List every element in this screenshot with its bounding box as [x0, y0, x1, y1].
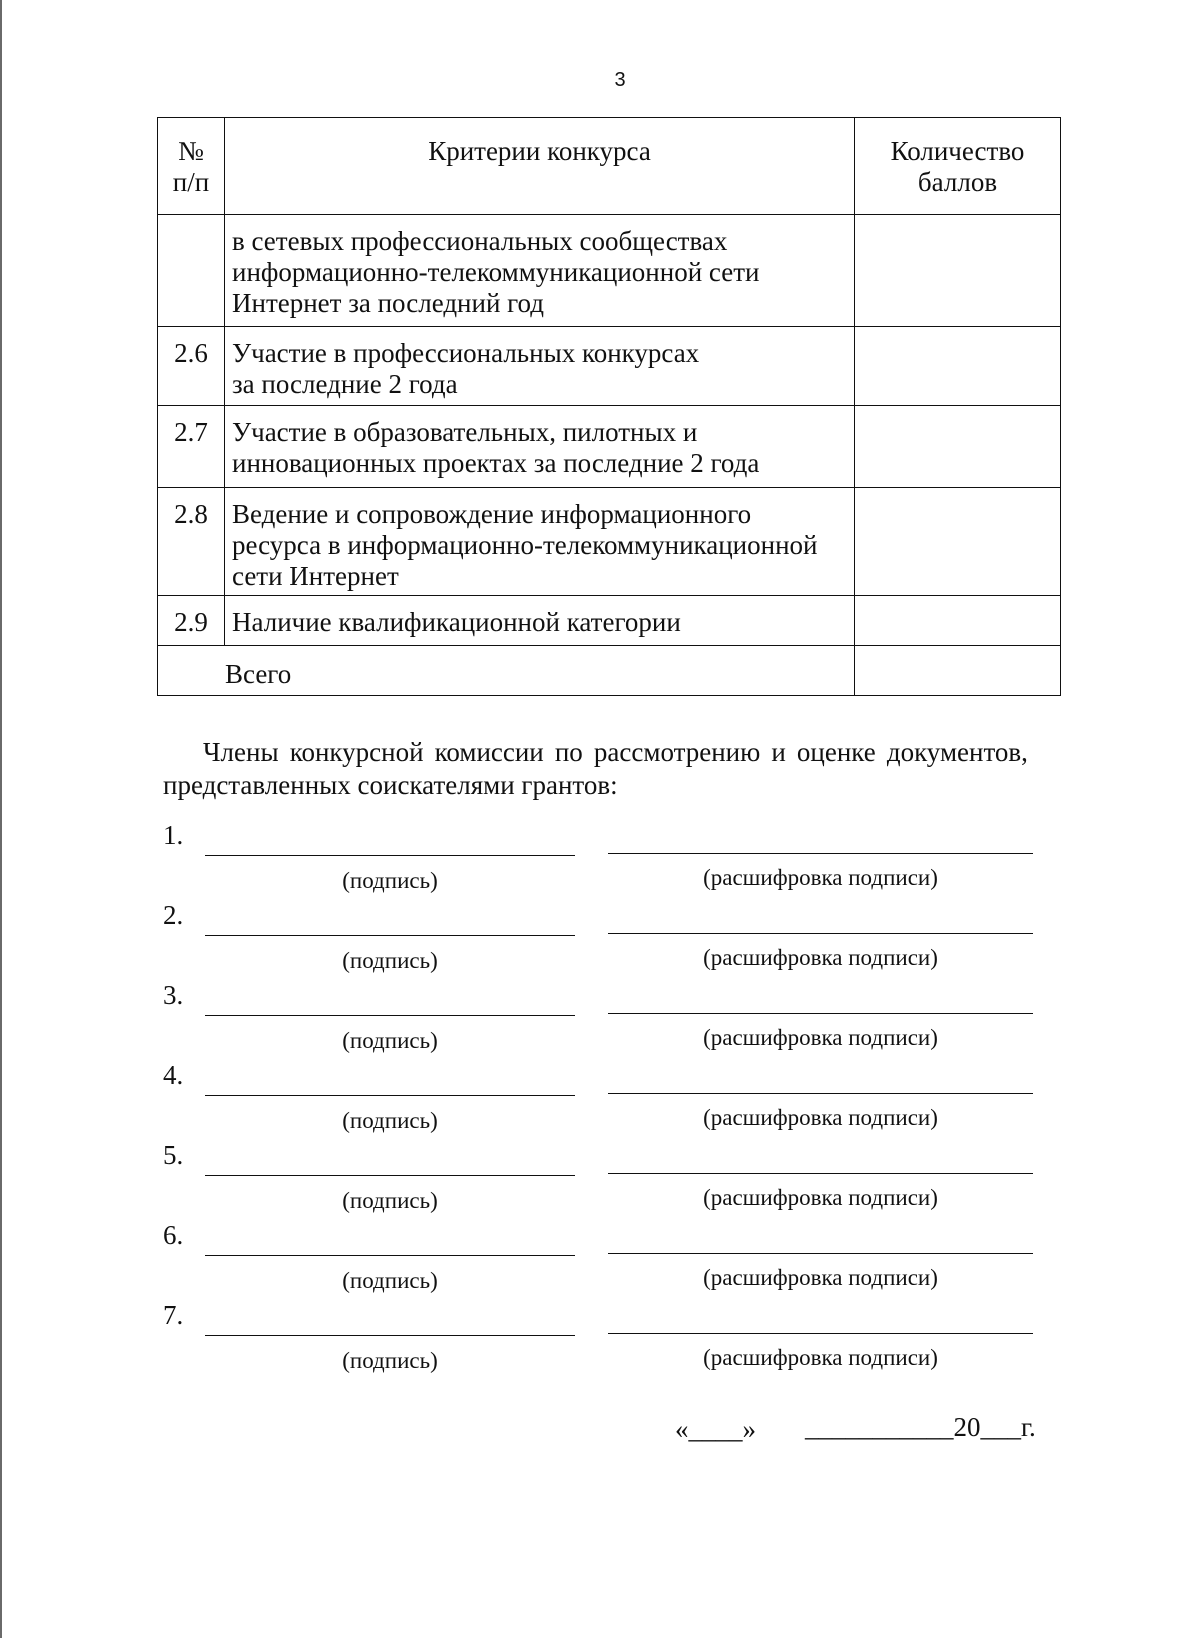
word: рассмотрению: [593, 737, 761, 767]
row-number: 2.9: [158, 596, 225, 646]
name-caption: (расшифровка подписи): [703, 1105, 938, 1130]
signature-caption: (подпись): [342, 1348, 438, 1373]
signature-number: 1.: [163, 820, 184, 850]
scan-edge: [0, 0, 2, 1638]
signature-caption: (подпись): [342, 948, 438, 973]
row-criteria: [225, 488, 855, 596]
total-score-cell: [855, 646, 1061, 696]
row-number: 2.6: [158, 327, 225, 406]
header-criteria: Критерии конкурса: [225, 118, 855, 215]
signature-caption: (подпись): [342, 1188, 438, 1213]
signature-line: [205, 855, 575, 856]
word: комиссии: [434, 737, 544, 767]
criteria-table: [157, 117, 1061, 696]
row-score-cell: [855, 327, 1061, 406]
word: Члены: [203, 737, 279, 767]
name-line: [608, 853, 1033, 854]
criteria-line: в сетевых профессиональных сообществах: [232, 226, 728, 256]
row-number: [158, 215, 225, 327]
signature-caption: (подпись): [342, 1108, 438, 1133]
signature-number: 5.: [163, 1140, 184, 1170]
name-caption: (расшифровка подписи): [703, 1185, 938, 1210]
header-number-line: №: [178, 136, 204, 166]
signature-line: [205, 1335, 575, 1336]
name-caption: (расшифровка подписи): [703, 1025, 938, 1050]
signature-line: [205, 935, 575, 936]
table-row: [158, 596, 1061, 646]
name-caption: (расшифровка подписи): [703, 865, 938, 890]
criteria-line: Ведение и сопровождение информационного: [232, 499, 752, 529]
header-score-line: баллов: [917, 167, 998, 197]
signature-block: [0, 980, 1200, 1060]
date-year: ___________20___г.: [805, 1412, 1036, 1442]
row-score-cell: [855, 596, 1061, 646]
table-row: [158, 327, 1061, 406]
criteria-line: Участие в образовательных, пилотных и: [232, 417, 698, 447]
row-score-cell: [855, 215, 1061, 327]
row-criteria: [225, 215, 855, 327]
name-caption: (расшифровка подписи): [703, 945, 938, 970]
header-score-line: Количество: [890, 136, 1025, 166]
word: и: [771, 737, 786, 767]
name-line: [608, 1013, 1033, 1014]
signature-number: 2.: [163, 900, 184, 930]
signature-block: [0, 820, 1200, 900]
signature-number: 7.: [163, 1300, 184, 1330]
name-line: [608, 1093, 1033, 1094]
table-row: [158, 215, 1061, 327]
signature-caption: (подпись): [342, 868, 438, 893]
total-label: Всего: [158, 646, 855, 696]
row-score-cell: [855, 488, 1061, 596]
name-line: [608, 1173, 1033, 1174]
word: по: [554, 737, 583, 767]
signature-block: [0, 900, 1200, 980]
table-row: [158, 406, 1061, 488]
date-line: [0, 1414, 1200, 1448]
row-number: 2.7: [158, 406, 225, 488]
signature-block: [0, 1060, 1200, 1140]
signature-caption: (подпись): [342, 1028, 438, 1053]
total-row: [158, 646, 1061, 696]
signature-caption: (подпись): [342, 1268, 438, 1293]
header-score: [855, 118, 1061, 215]
name-caption: (расшифровка подписи): [703, 1345, 938, 1370]
name-caption: (расшифровка подписи): [703, 1265, 938, 1290]
row-criteria: [225, 406, 855, 488]
signature-line: [205, 1175, 575, 1176]
signature-number: 4.: [163, 1060, 184, 1090]
criteria-line: ресурса в информационно-телекоммуникационной: [232, 530, 818, 560]
signature-block: [0, 1300, 1200, 1380]
criteria-line: инновационных проектах за последние 2 года: [232, 448, 760, 478]
name-line: [608, 1333, 1033, 1334]
signature-block: [0, 1220, 1200, 1300]
criteria-line: сети Интернет: [232, 561, 399, 591]
row-number: 2.8: [158, 488, 225, 596]
signature-number: 6.: [163, 1220, 184, 1250]
row-score-cell: [855, 406, 1061, 488]
criteria-line: Участие в профессиональных конкурсах: [232, 338, 700, 368]
commission-line: [203, 736, 1028, 769]
signature-line: [205, 1095, 575, 1096]
signature-list: [0, 820, 1200, 1380]
row-criteria: [225, 596, 855, 646]
table-header-row: [158, 118, 1061, 215]
signature-block: [0, 1140, 1200, 1220]
signature-line: [205, 1015, 575, 1016]
signature-number: 3.: [163, 980, 184, 1010]
table-row: [158, 488, 1061, 596]
commission-paragraph: [163, 736, 1028, 802]
page-number: 3: [614, 69, 626, 91]
criteria-line: за последние 2 года: [232, 369, 458, 399]
signature-line: [205, 1255, 575, 1256]
criteria-line: информационно-телекоммуникационной сети: [232, 257, 760, 287]
criteria-line: Наличие квалификационной категории: [232, 607, 681, 637]
date-day: «____»: [675, 1414, 756, 1444]
name-line: [608, 933, 1033, 934]
name-line: [608, 1253, 1033, 1254]
word: конкурсной: [289, 737, 424, 767]
commission-line: представленных соискателями грантов:: [163, 770, 618, 800]
header-number-line: п/п: [172, 167, 210, 197]
word: оценке: [796, 737, 876, 767]
row-criteria: [225, 327, 855, 406]
word: документов,: [886, 737, 1028, 767]
header-number: [158, 118, 225, 215]
criteria-line: Интернет за последний год: [232, 288, 545, 318]
